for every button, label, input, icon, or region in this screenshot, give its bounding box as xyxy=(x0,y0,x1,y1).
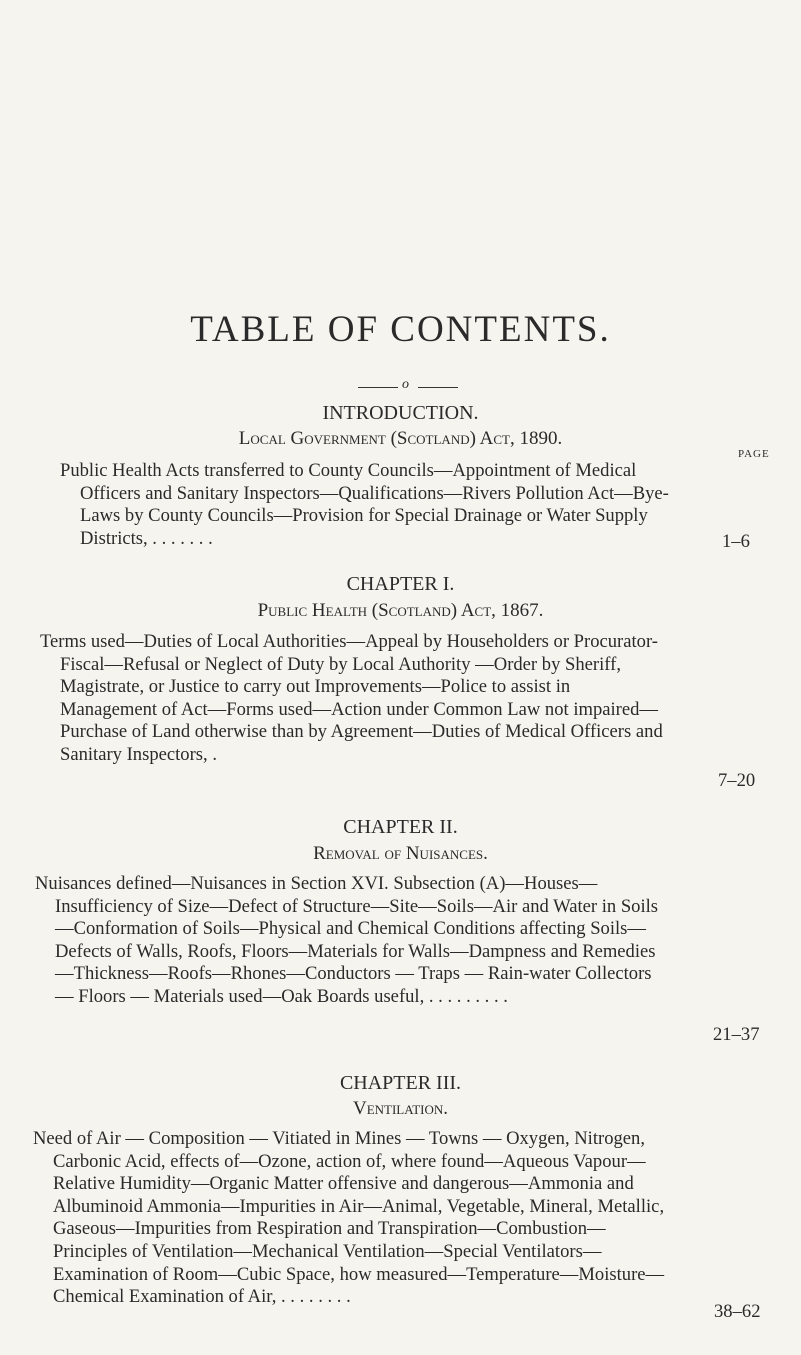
toc-entry-chapter-3 xyxy=(33,1128,668,1309)
section-heading-introduction: INTRODUCTION. xyxy=(322,402,479,424)
toc-page-range-introduction: 1–6 xyxy=(722,531,750,552)
divider-line-right xyxy=(418,387,458,388)
toc-entry-text: Terms used—Duties of Local Authorities—Appeal by Householders or Procurator-Fiscal—Refusal or Neglect of Duty by Local Authority —Order by Sheriff, Magistrate, or Justice to carry out Improvements—Police to assist in Management of Act—Forms used—Action under Common Law not impaired—Purchase of Land otherwise than by Agreement—Duties of Medical Officers and Sanitary Inspectors, . xyxy=(40,631,663,765)
section-heading-chapter-1: CHAPTER I. xyxy=(346,573,455,595)
toc-page-range-chapter-1: 7–20 xyxy=(718,770,756,791)
toc-entry-text: Nuisances defined—Nuisances in Section XVI. Subsection (A)—Houses—Insufficiency of Size—Defect of Structure—Site—Soils—Air and Water in Soils—Conformation of Soils—Physical and Chemical Conditions affecting Soils—Defects of Walls, Roofs, Floors—Materials for Walls—Dampness and Remedies—Thickness—Roofs—Rhones—Conductors — Traps — Rain-water Collectors — Floors — Materials used—Oak Boards useful, . . . . . . . . . xyxy=(35,873,659,1007)
toc-page-range-chapter-2: 21–37 xyxy=(713,1024,760,1045)
toc-page-range-chapter-3: 38–62 xyxy=(714,1301,761,1322)
toc-entry-chapter-1 xyxy=(40,631,665,767)
section-subheading-chapter-3: Ventilation. xyxy=(352,1098,448,1119)
title-divider xyxy=(358,377,458,394)
section-heading-chapter-2: CHAPTER II. xyxy=(343,816,458,838)
divider-line-left xyxy=(358,387,398,388)
toc-entry-chapter-2 xyxy=(35,873,665,1009)
page-column-label: PAGE xyxy=(738,448,770,460)
section-heading-chapter-3: CHAPTER III. xyxy=(339,1072,462,1094)
section-subheading-introduction: Local Government (Scotland) Act, 1890. xyxy=(238,428,563,449)
section-subheading-chapter-1: Public Health (Scotland) Act, 1867. xyxy=(257,600,544,621)
toc-entry-text: Need of Air — Composition — Vitiated in Mines — Towns — Oxygen, Nitrogen, Carbonic Acid, effects of—Ozone, action of, where found—Aqueous Vapour—Relative Humidity—Organic Matter offensive and dangerous—Ammonia and Albuminoid Ammonia—Impurities in Air—Animal, Vegetable, Mineral, Metallic, Gaseous—Impurities from Respiration and Transpiration—Combustion—Principles of Ventilation—Mechanical Ventilation—Special Ventilators—Examination of Room—Cubic Space, how measured—Temperature—Moisture—Chemical Examination of Air, . . . . . . . . xyxy=(33,1128,665,1308)
page-title: TABLE OF CONTENTS. xyxy=(190,309,611,350)
toc-entry-introduction xyxy=(60,460,685,550)
section-subheading-chapter-2: Removal of Nuisances. xyxy=(313,843,488,864)
toc-entry-text: Public Health Acts transferred to County Councils—Appointment of Medical Officers and Sanitary Inspectors—Qualifications—Rivers Pollution Act—Bye-Laws by County Councils—Provision for Special Drainage or Water Supply Districts, . . . . . . . xyxy=(60,460,669,549)
divider-mark: o xyxy=(402,377,409,392)
